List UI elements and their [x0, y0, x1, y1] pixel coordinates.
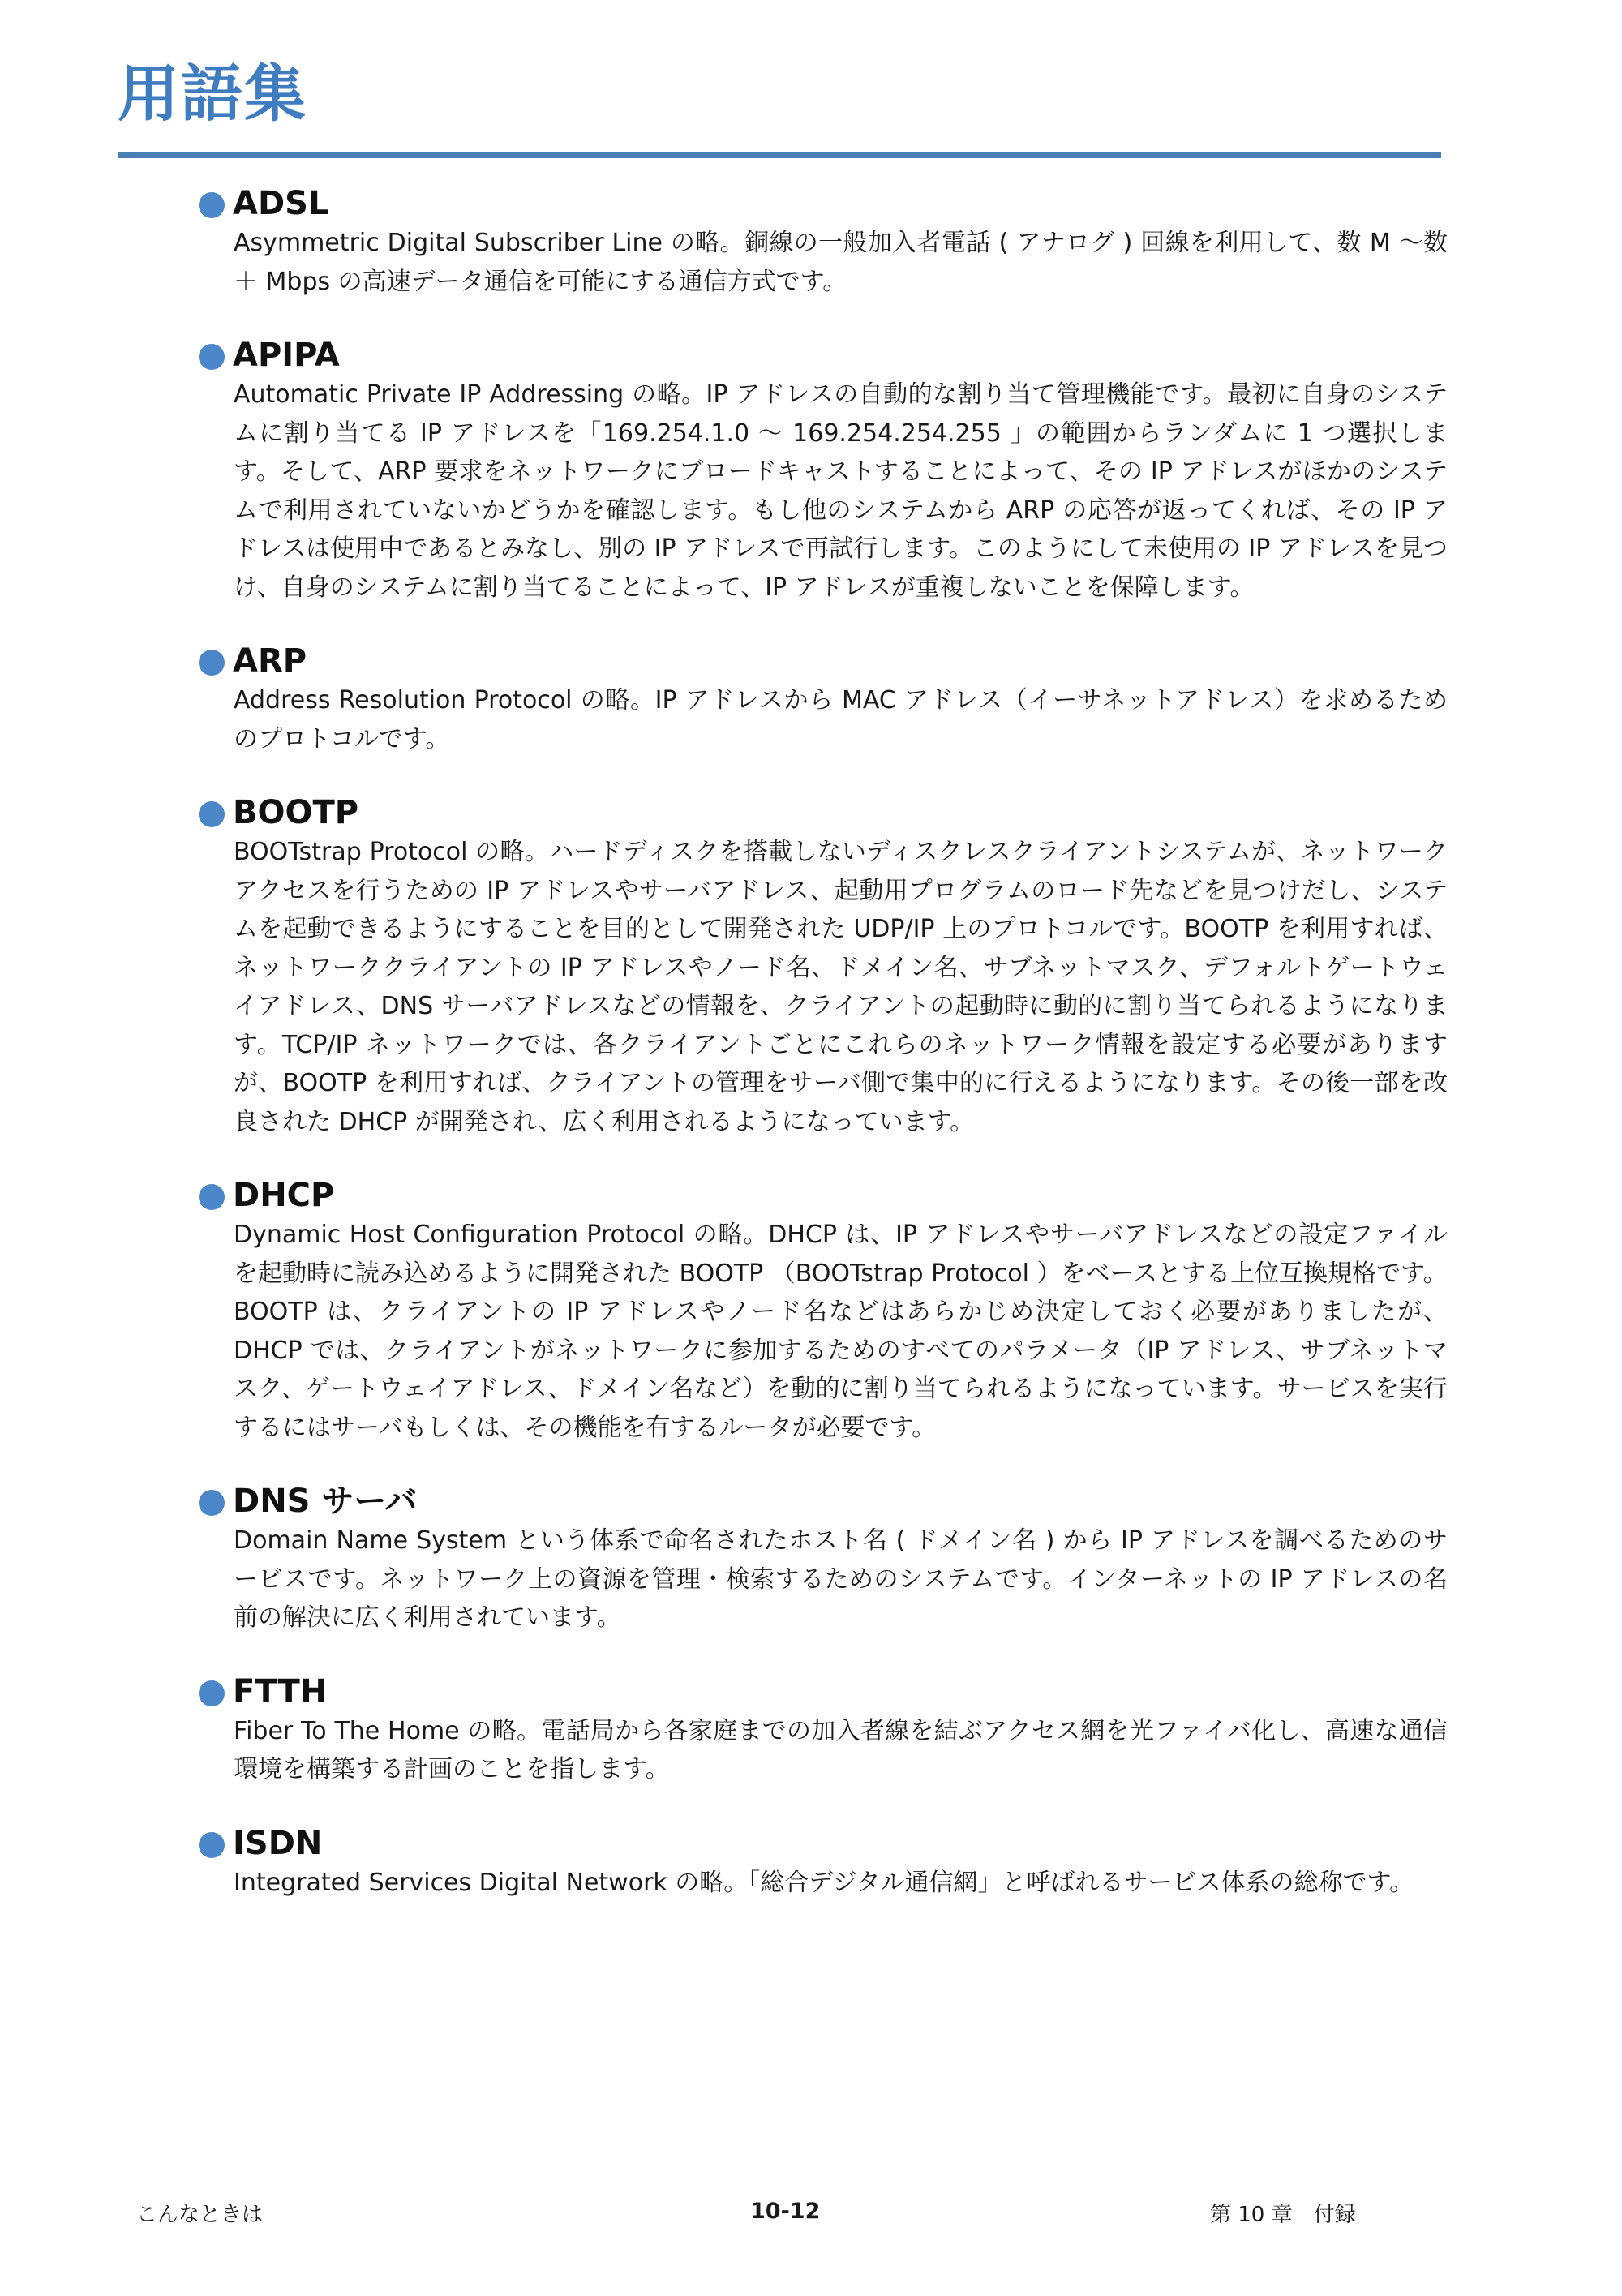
footer-section-name: こんなときは [136, 2203, 264, 2227]
term-label: BOOTP [233, 794, 359, 831]
bullet-dot-icon [199, 192, 225, 218]
term-label: DHCP [233, 1177, 335, 1214]
glossary-entry-arp [199, 641, 1448, 758]
term-definition: Address Resolution Protocol の略。IP アドレスから MAC アドレス（イーサネットアドレス）を求めるためのプロトコルです。 [234, 686, 1448, 753]
bullet-dot-icon [199, 650, 225, 676]
page-title: 用語集 [118, 58, 307, 130]
glossary-entry-ftth [199, 1672, 1448, 1789]
term-heading [199, 1175, 1448, 1216]
glossary-entry-bootp [199, 792, 1448, 1141]
term-definition: BOOTP は、クライアントの IP アドレスやノード名などはあらかじめ決定しておく必要がありましたが、DHCP では、クライアントがネットワークに参加するためのすべてのパラメータ（IP アドレス、サブネットマスク、ゲートウェイアドレス、ドメイン名など）を動的に割り当てられるようになっています。サービスを実行するにはサーバもしくは、その機能を有するルータが必要です。 [234, 1298, 1448, 1442]
term-definition: Asymmetric Digital Subscriber Line の略。銅線の一般加入者電話 ( アナログ ) 回線を利用して、数 M ～数＋ Mbps の高速データ通信を可能にする通信方式です。 [234, 229, 1448, 296]
bullet-dot-icon [199, 1184, 225, 1210]
glossary-entry-adsl [199, 183, 1448, 301]
term-definition: Dynamic Host Configuration Protocol の略。DHCP は、IP アドレスやサーバアドレスなどの設定ファイルを起動時に読み込めるように開発された BOOTP （BOOTstrap Protocol ）をベースとする上位互換規格です。 [234, 1221, 1448, 1288]
glossary-entry-isdn [199, 1823, 1448, 1903]
term-definition: Domain Name System という体系で命名されたホスト名 ( ドメイン名 ) から IP アドレスを調べるためのサービスです。ネットワーク上の資源を管理・検索するためのシステムです。インターネットの IP アドレスの名前の解決に広く利用されています。 [234, 1526, 1448, 1632]
term-label: DNS サーバ [233, 1483, 418, 1520]
term-heading [199, 641, 1448, 681]
term-definition: Integrated Services Digital Network の略。「総合デジタル通信網」と呼ばれるサービス体系の総称です。 [234, 1868, 1414, 1897]
bullet-dot-icon [199, 344, 225, 370]
term-definition: BOOTstrap Protocol の略。ハードディスクを搭載しないディスクレスクライアントシステムが、ネットワークアクセスを行うための IP アドレスやサーバアドレス、起動用プログラムのロード先などを見つけだし、システムを起動できるようにすることを目的として開発された UDP/IP 上のプロトコルです。BOOTP を利用すれば、ネットワーククライアントの IP アドレスやノード名、ドメイン名、サブネットマスク、デフォルトゲートウェイアドレス、DNS サーバアドレスなどの情報を、クライアントの起動時に動的に割り当てられるようになります。TCP/IP ネットワークでは、各クライアントごとにこれらのネットワーク情報を設定する必要がありますが、BOOTP を利用すれば、クライアントの管理をサーバ側で集中的に行えるようになります。その後一部を改良された DHCP が開発され、広く利用されるようになっています。 [234, 838, 1448, 1136]
term-definition: Fiber To The Home の略。電話局から各家庭までの加入者線を結ぶアクセス網を光ファイバ化し、高速な通信環境を構築する計画のことを指します。 [234, 1716, 1448, 1783]
glossary-entry-apipa [199, 335, 1448, 607]
bullet-dot-icon [199, 1832, 225, 1858]
glossary-entry-dns-server [199, 1481, 1448, 1637]
term-label: ISDN [233, 1824, 323, 1862]
bullet-dot-icon [199, 1680, 225, 1706]
term-label: ADSL [233, 185, 329, 222]
term-label: ARP [233, 642, 307, 680]
term-heading [199, 335, 1448, 376]
bullet-dot-icon [199, 1490, 225, 1516]
term-label: APIPA [233, 337, 340, 374]
page-number: 10-12 [750, 2199, 821, 2224]
footer-chapter: 第 10 章 付録 [1210, 2203, 1356, 2227]
bullet-dot-icon [199, 801, 225, 827]
glossary-entry-dhcp [199, 1175, 1448, 1447]
term-heading [199, 1823, 1448, 1864]
term-heading [199, 792, 1448, 833]
term-heading [199, 183, 1448, 224]
term-heading [199, 1481, 1448, 1521]
term-label: FTTH [233, 1672, 328, 1710]
title-divider [118, 152, 1441, 158]
term-heading [199, 1672, 1448, 1712]
glossary-list [199, 183, 1448, 1936]
term-definition: Automatic Private IP Addressing の略。IP アドレスの自動的な割り当て管理機能です。最初に自身のシステムに割り当てる IP アドレスを「169.254.1.0 ～ 169.254.254.255 」の範囲からランダムに 1 つ選択します。そして、ARP 要求をネットワークにブロードキャストすることによって、その IP アドレスがほかのシステムで利用されていないかどうかを確認します。もし他のシステムから ARP の応答が返ってくれば、その IP アドレスは使用中であるとみなし、別の IP アドレスで再試行します。このようにして未使用の IP アドレスを見つけ、自身のシステムに割り当てることによって、IP アドレスが重複しないことを保障します。 [234, 380, 1448, 602]
